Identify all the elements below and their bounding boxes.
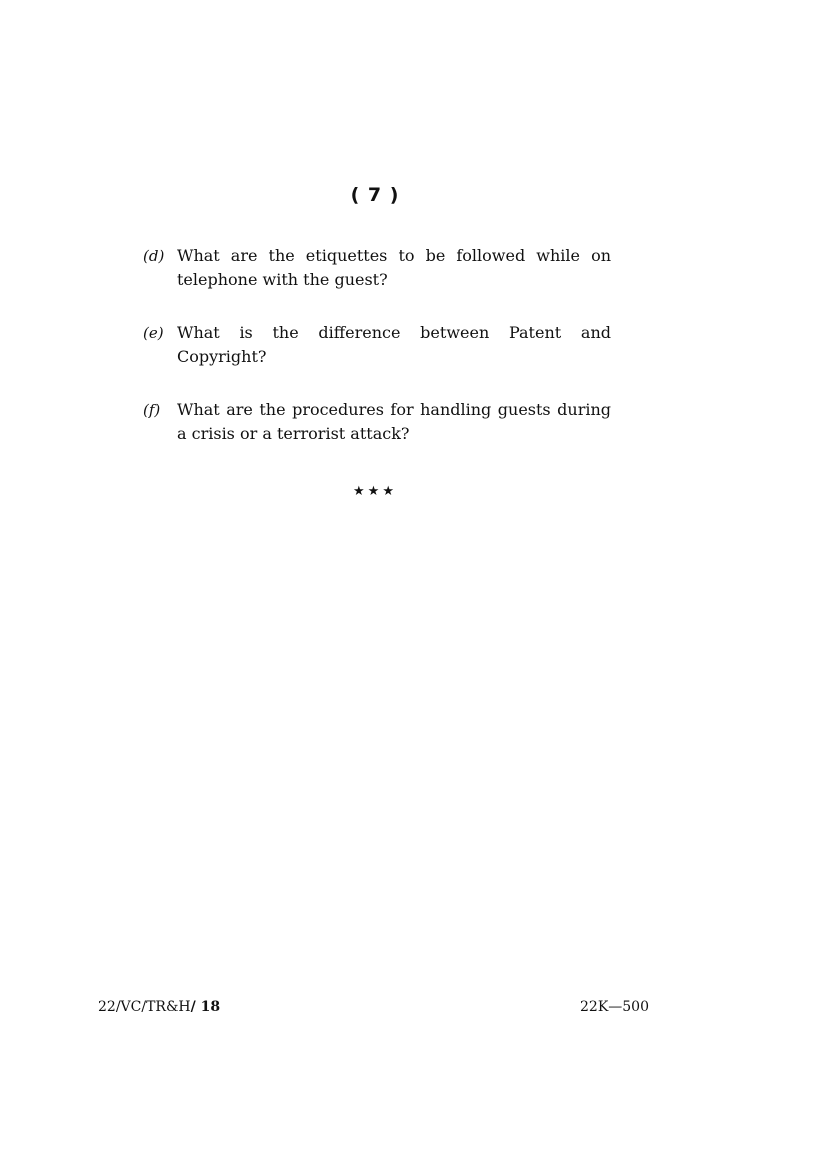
paper-code-suffix: / 18 [190,999,221,1015]
page-number: ( 7 ) [350,184,400,206]
question-item-f [143,398,611,446]
question-marker: (e) [143,324,164,342]
question-list [143,244,611,475]
paper-code-prefix: 22/VC/TR&H [98,999,191,1015]
question-text: What are the procedures for handling guests during a crisis or a terrorist attack? [177,400,611,443]
question-marker: (f) [143,401,161,419]
question-item-e [143,321,611,369]
paper-code [98,999,220,1015]
question-text: What is the difference between Patent and Copyright? [177,323,611,366]
question-text: What are the etiquettes to be followed while on telephone with the guest? [177,246,611,289]
end-stars: ★★★ [353,484,397,499]
question-item-d [143,244,611,292]
question-marker: (d) [143,247,165,265]
print-info: 22K—500 [580,999,649,1015]
